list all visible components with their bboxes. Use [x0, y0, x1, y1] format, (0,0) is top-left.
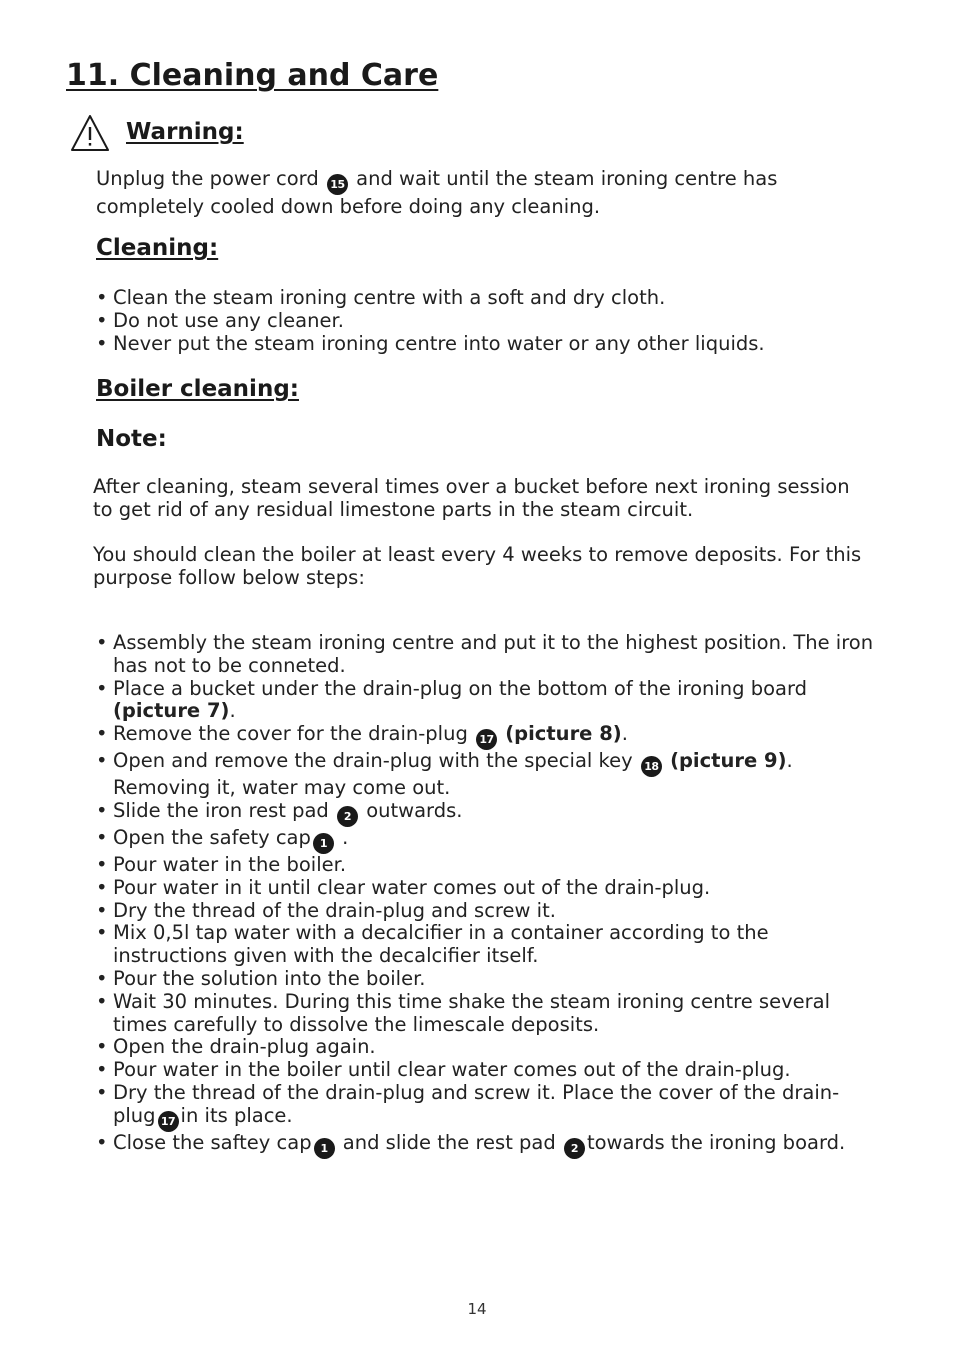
- list-item: • Assembly the steam ironing centre and put it to the highest position. The iron has not to be conneted.: [96, 632, 881, 678]
- warning-triangle-icon: [70, 114, 110, 152]
- part-number-badge: 17: [158, 1111, 179, 1132]
- list-item: • Dry the thread of the drain-plug and screw it.: [96, 900, 881, 923]
- part-number-badge: 1: [313, 833, 334, 854]
- list-item: • Close the saftey cap 1 and slide the rest pad 2 towards the ironing board.: [96, 1132, 881, 1159]
- boiler-cleaning-heading: Boiler cleaning:: [96, 376, 299, 402]
- part-number-badge: 1: [314, 1138, 335, 1159]
- list-item: • Pour water in the boiler until clear water comes out of the drain-plug.: [96, 1059, 881, 1082]
- list-item: • Pour water in it until clear water comes out of the drain-plug.: [96, 877, 881, 900]
- list-item: • Pour the solution into the boiler.: [96, 968, 881, 991]
- list-item: • Do not use any cleaner.: [96, 310, 876, 333]
- warning-heading: Warning:: [126, 119, 244, 145]
- page-title: 11. Cleaning and Care: [66, 58, 439, 93]
- list-item: • Slide the iron rest pad 2 outwards.: [96, 800, 881, 827]
- note-heading: Note:: [96, 426, 167, 452]
- list-item: • Mix 0,5l tap water with a decalcifier in a container according to the instructions given with the decalcifier itself.: [96, 922, 881, 968]
- list-item: • Remove the cover for the drain-plug 17 (picture 8).: [96, 723, 881, 750]
- list-item: • Pour water in the boiler.: [96, 854, 881, 877]
- boiler-intro: You should clean the boiler at least every 4 weeks to remove deposits. For this purpose follow below steps:: [93, 543, 862, 589]
- cleaning-heading: Cleaning:: [96, 235, 219, 261]
- list-item: • Dry the thread of the drain-plug and screw it. Place the cover of the drain-plug 17 in its place.: [96, 1082, 881, 1132]
- part-number-badge: 18: [641, 756, 662, 777]
- list-item: • Open the safety cap 1 .: [96, 827, 881, 854]
- list-item: • Open the drain-plug again.: [96, 1036, 881, 1059]
- part-number-badge: 2: [337, 806, 358, 827]
- boiler-steps-list: [96, 632, 881, 1159]
- cleaning-list: [96, 287, 876, 355]
- list-item: • Never put the steam ironing centre into water or any other liquids.: [96, 333, 876, 356]
- list-item: • Open and remove the drain-plug with the special key 18 (picture 9). Removing it, water may come out.: [96, 750, 881, 800]
- part-number-badge: 17: [476, 729, 497, 750]
- list-item: • Clean the steam ironing centre with a soft and dry cloth.: [96, 287, 876, 310]
- part-number-badge: 15: [327, 174, 348, 195]
- list-item: • Wait 30 minutes. During this time shake the steam ironing centre several times carefully to dissolve the limescale deposits.: [96, 991, 881, 1037]
- page-number: 14: [467, 1300, 487, 1318]
- part-number-badge: 2: [564, 1138, 585, 1159]
- warning-text: Unplug the power cord 15 and wait until the steam ironing centre has completely cooled down before doing any cleaning.: [96, 167, 778, 218]
- list-item: • Place a bucket under the drain-plug on the bottom of the ironing board (picture 7).: [96, 678, 881, 724]
- note-text: After cleaning, steam several times over a bucket before next ironing session to get rid of any residual limestone parts in the steam circuit.: [93, 475, 850, 521]
